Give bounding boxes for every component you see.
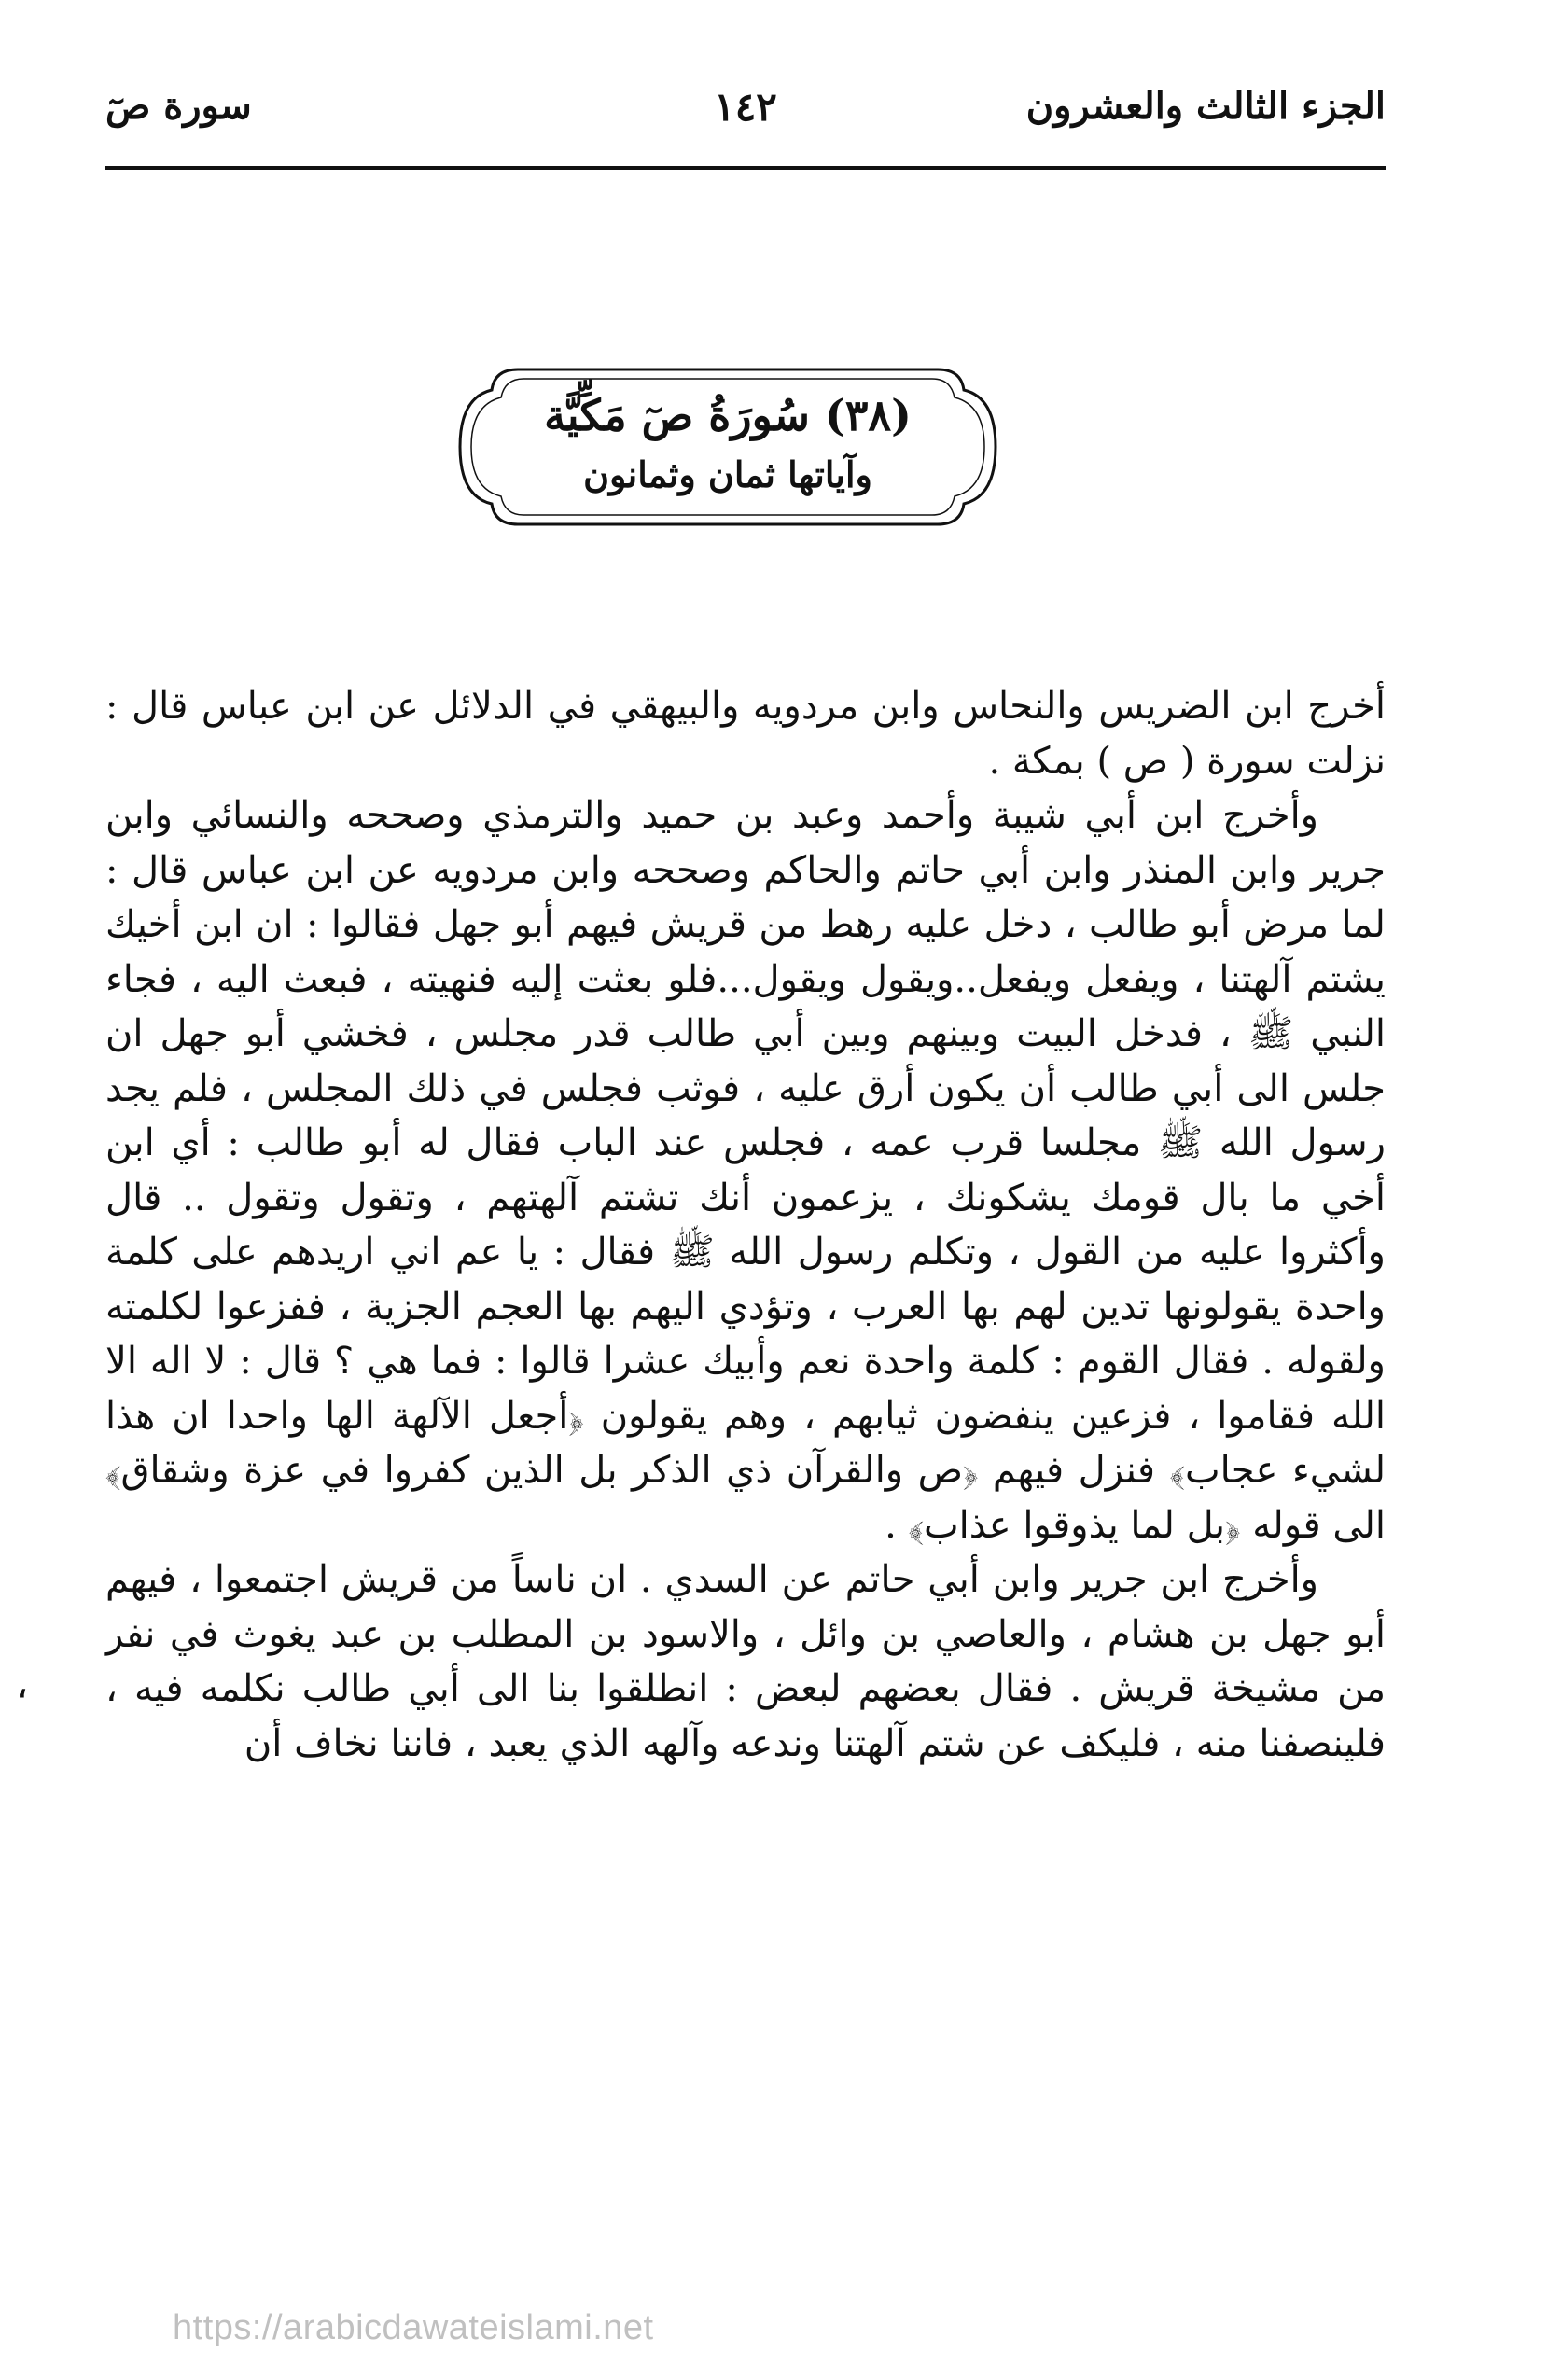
- header-rule: [105, 166, 1386, 170]
- cartouche-title: (٣٨) سُورَةُ صٓ مَكِّيَّة: [544, 390, 912, 440]
- source-watermark: https://arabicdawateislami.net: [173, 2308, 654, 2347]
- margin-mark: ،: [17, 1668, 27, 1705]
- paragraph-3: وأخرج ابن جرير وابن أبي حاتم عن السدي . ان ناساً من قريش اجتمعوا ، فيهم أبو جهل بن هشام ، والعاصي بن وائل ، والاسود بن المطلب بن عبد يغوث في نفر من مشيخة قريش . فقال بعضهم لبعض : انطلقوا بنا الى أبي طالب نكلمه فيه ، فلينصفنا منه ، فليكف عن شتم آلهتنا وندعه وآلهه الذي يعبد ، فاننا نخاف أن: [105, 1558, 1386, 1765]
- running-header: [105, 84, 1386, 159]
- paragraph-1: أخرج ابن الضريس والنحاس وابن مردويه والبيهقي في الدلائل عن ابن عباس قال : نزلت سورة ( ص ) بمكة .: [105, 685, 1386, 783]
- page-number: ١٤٢: [714, 84, 777, 130]
- paragraph-2: وأخرج ابن أبي شيبة وأحمد وعبد بن حميد والترمذي وصححه والنسائي وابن جرير وابن المنذر وابن أبي حاتم والحاكم وصححه وابن مردويه عن ابن عباس قال : لما مرض أبو طالب ، دخل عليه رهط من قريش فيهم أبو جهل فقالوا : ان ابن أخيك يشتم آلهتنا ، ويفعل ويفعل..ويقول ويقول...فلو بعثت إليه فنهيته ، فبعث اليه ، فجاء النبي ﷺ ، فدخل البيت وبينهم وبين أبي طالب قدر مجلس ، فخشي أبو جهل ان جلس الى أبي طالب أن يكون أرق عليه ، فوثب فجلس في ذلك المجلس ، فلم يجد رسول الله ﷺ مجلسا قرب عمه ، فجلس عند الباب فقال له أبو طالب : أي ابن أخي ما بال قومك يشكونك ، يزعمون أنك تشتم آلهتهم ، وتقول وتقول .. قال وأكثروا عليه من القول ، وتكلم رسول الله ﷺ فقال : يا عم اني اريدهم على كلمة واحدة يقولونها تدين لهم بها العرب ، وتؤدي اليهم بها العجم الجزية ، ففزعوا لكلمته ولقوله . فقال القوم : كلمة واحدة نعم وأبيك عشرا قالوا : فما هي ؟ قال : لا اله الا الله فقاموا ، فزعين ينفضون ثيابهم ، وهم يقولون ﴿أجعل الآلهة الها واحدا ان هذا لشيء عجاب﴾ فنزل فيهم ﴿ص والقرآن ذي الذكر بل الذين كفروا في عزة وشقاق﴾ الى قوله ﴿بل لما يذوقوا عذاب﴾ .: [105, 794, 1386, 1547]
- surah-title: سورة صٓ: [105, 84, 252, 128]
- surah-cartouche: [453, 362, 1003, 532]
- body-text: [105, 679, 1386, 1771]
- part-title: الجزء الثالث والعشرون: [1025, 84, 1386, 128]
- cartouche-verse-count: وآياتها ثمان وثمانون: [583, 453, 872, 495]
